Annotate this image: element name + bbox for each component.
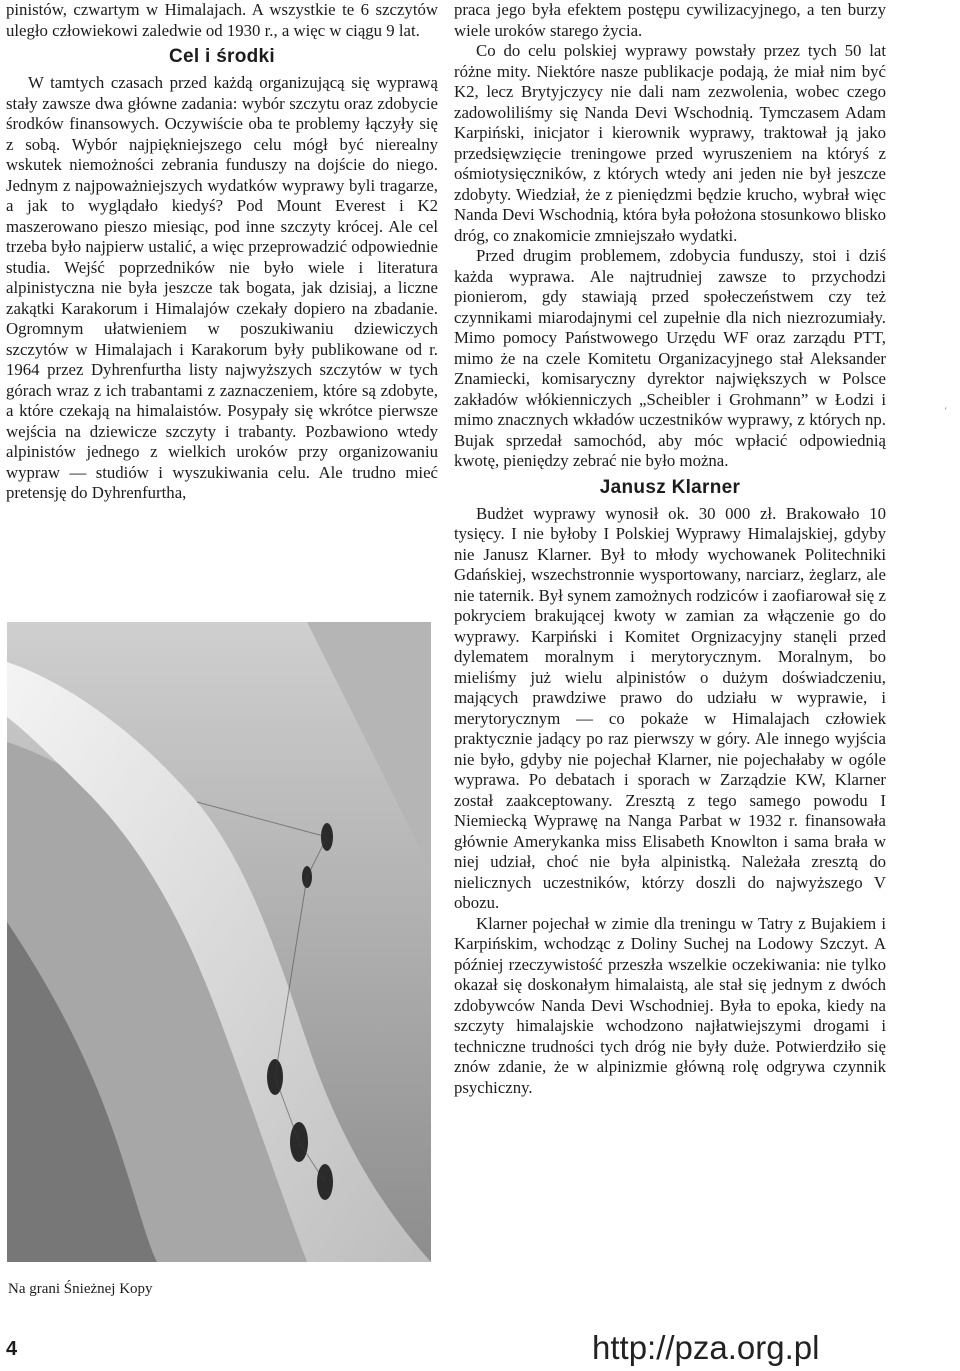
mountain-ridge-photo xyxy=(7,622,431,1262)
right-paragraph-2: Co do celu polskiej wyprawy powstały przez tych 50 lat różne mity. Niektóre nasze publikacje podają, że miał nim być K2, lecz Brytyjczycy nie dali nam zezwolenia, wobec czego zadowoliliśmy się Nanda Devi Wschodnią. Tymczasem Adam Karpiński, inicjator i kierownik wyprawy, traktował ją jako przedsięwzięcie treningowe przed wyruszeniem na któryś z ośmiotysięczników, z których wtedy ani jeden nie był jeszcze zdobyty. Wiedział, że z pieniędzmi będzie krucho, wybrał więc Nanda Devi Wschodnią, która była położona stosunkowo blisko dróg, co znakomicie zmniejszało wydatki. xyxy=(454,41,886,245)
right-paragraph-4: Budżet wyprawy wynosił ok. 30 000 zł. Brakowało 10 tysięcy. I nie byłoby I Polskiej Wyprawy Himalajskiej, gdyby nie Janusz Klarner. Był to młody wychowanek Politechniki Gdańskiej, wszechstronnie wysportowany, narciarz, żeglarz, ale nie taternik. Był synem zamożnych rodziców i zaofiarował się z pokryciem brakującej kwoty w zamian za włączenie go do wyprawy. Karpiński i Komitet Orgnizacyjny stanęli przed dylematem moralnym i merytorycznym. Moralnym, bo mieliśmy już wielu alpinistów o dużym doświadczeniu, mających prawdziwe prawo do udziału w wyprawie, i merytorycznym — co pokaże w Himalajach człowiek praktycznie jadący po raz pierwszy w góry. Ale innego wyjścia nie było, gdyby nie pojechał Klarner, nie pojechałaby w ogóle wyprawa. Po debatach i sporach w Zarządzie KW, Klarner został zaakceptowany. Zresztą z tego samego powodu I Niemiecką Wyprawę na Nanga Parbat w 1932 r. finansowała głównie Amerykanka miss Elisabeth Knowlton i sama brała w niej udział, choć nie była alpinistką. Należała zresztą do nielicznych uczestników, którzy doszli do najwyższego V obozu. xyxy=(454,503,886,912)
margin-mark: ʻ xyxy=(944,406,948,417)
page-number: 4 xyxy=(6,1338,18,1360)
right-paragraph-1: praca jego była efektem postępu cywilizacyjnego, a ten burzy wiele uroków starego życia. xyxy=(454,0,886,40)
section-heading-cel: Cel i środki xyxy=(168,46,276,67)
section-heading-klarner: Janusz Klarner xyxy=(599,476,741,498)
source-url[interactable]: http://pza.org.pl xyxy=(592,1329,820,1366)
ridge-illustration xyxy=(7,622,431,1262)
right-paragraph-3: Przed drugim problemem, zdobycia funduszy, stoi i dziś każda wyprawa. Ale najtrudniej zawsze to przychodzi pionierom, gdy stawiają przed społeczeństwem czy też czynnikami miarodajnymi cel zupełnie dla nich niezrozumiały. Mimo pomocy Państwowego Urzędu WF oraz zarządu PTT, mimo że na czele Komitetu Organizacyjnego stał Aleksander Znamiecki, komisaryczny dyrektor największych w Polsce zakładów włókienniczych „Scheibler i Grohmann” w Łodzi i mimo znacznych wkładów uczestników wyprawy, z których np. Bujak sprzedał samochód, aby móc wpłacić odpowiednią kwotę, pieniędzy zebrać nie było można. xyxy=(454,246,886,470)
intro-paragraph: pinistów, czwartym w Himalajach. A wszystkie te 6 szczytów uległo człowiekowi zaledwie od 1930 r., a więc w ciągu 9 lat. xyxy=(6,0,438,40)
right-column xyxy=(454,0,886,1098)
photo-caption: Na grani Śnieżnej Kopy xyxy=(8,1281,153,1297)
left-column xyxy=(6,0,438,504)
right-paragraph-5: Klarner pojechał w zimie dla treningu w Tatry z Bujakiem i Karpińskim, wchodząc z Doliny Suchej na Lodowy Szczyt. A później rzeczywistość przeszła wszelkie oczekiwania: nie tylko okazał się doskonałym himalaistą, ale stał się jednym z dwóch zdobywców Nanda Devi Wschodniej. Była to epoka, kiedy na szczyty himalajskie wchodzono najłatwiejszymi drogami i techniczne trudności tych dróg nie były duże. Potwierdziło się znów zdanie, że w alpinizmie główną rolę odgrywa czynnik psychiczny. xyxy=(454,913,886,1097)
body-paragraph: W tamtych czasach przed każdą organizującą się wyprawą stały zawsze dwa główne zadania: wybór szczytu oraz zdobycie środków finansowych. Oczywiście oba te problemy łączyły się z sobą. Wybór najpiękniejszego celu mógł być nierealny wskutek niemożności zebrania funduszy na dojście do niego. Jednym z najpoważniejszych wydatków wyprawy byli tragarze, a jak to wyglądało kiedyś? Pod Mount Everest i K2 maszerowano pieszo miesiąc, pod inne szczyty krócej. Ale cel trzeba było najpierw ustalić, a więc przeprowadzić odpowiednie studia. Wejść poprzedników nie było wiele i literatura alpinistyczna nie była jeszcze tak bogata, jak dzisiaj, a liczne zakątki Karakorum i Himalajów czekały dopiero na zbadanie. Ogromnym ułatwieniem w poszukiwaniu dziewiczych szczytów w Himalajach i Karakorum były publikowane od r. 1964 przez Dyhrenfurtha listy najwyższych szczytów w tych górach wraz z ich trabantami z zaznaczeniem, które są zdobyte, a które czekają na himalaistów. Posypały się wkrótce pierwsze wejścia na dziewicze szczyty i trabanty. Pozbawiono wtedy alpinistów jednego z wielkich uroków przy organizowaniu wypraw — studiów i wyszukiwania celu. Ale trudno mieć pretensję do Dyhrenfurtha, xyxy=(6,73,438,502)
